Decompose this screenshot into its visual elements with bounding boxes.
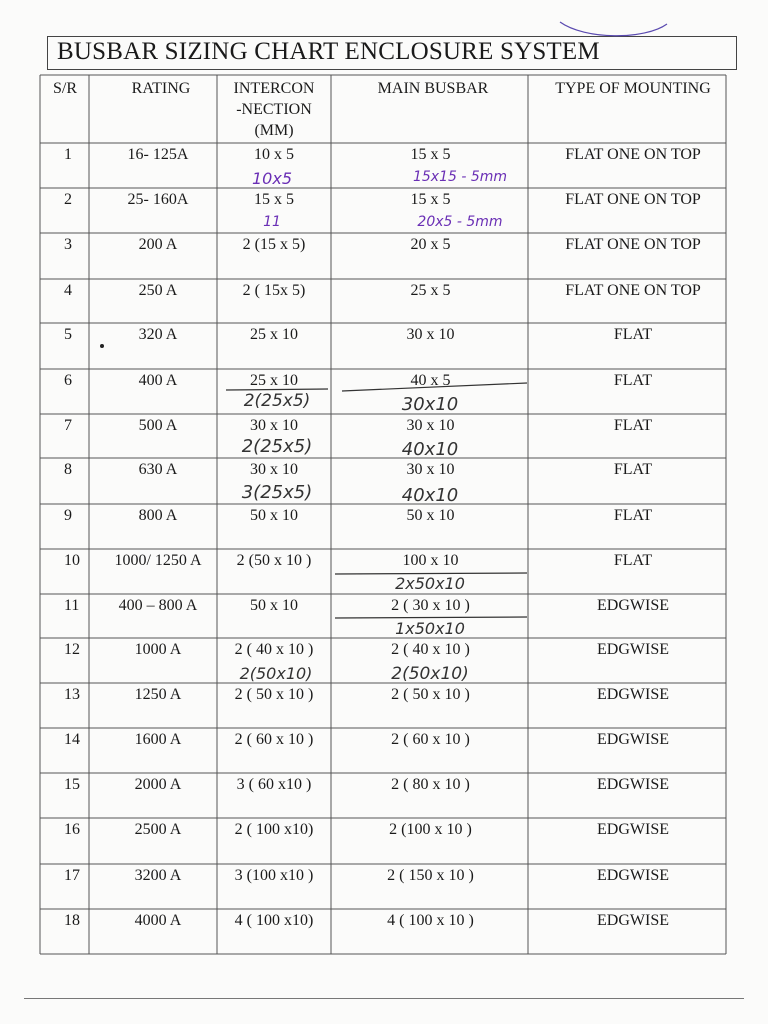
table-cell-inter: 3 (100 x10 ) [234, 867, 314, 884]
table-cell-rating: 4000 A [134, 912, 182, 929]
table-cell-mount: FLAT [613, 507, 653, 524]
table-cell-main: 20 x 5 [410, 236, 451, 253]
handwritten-note: 1x50x10 [395, 619, 465, 638]
table-cell-mount: EDGWISE [597, 912, 669, 929]
table-cell-mount: FLAT ONE ON TOP [565, 146, 701, 163]
table-cell-mount: FLAT ONE ON TOP [565, 282, 701, 299]
handwritten-note: 10x5 [251, 169, 292, 188]
table-cell-mount: EDGWISE [597, 641, 669, 658]
table-cell-rating: 400 – 800 A [118, 597, 198, 614]
table-cell-rating: 25- 160A [127, 191, 189, 208]
header-type-of-mounting: TYPE OF MOUNTING [555, 80, 711, 97]
table-cell-rating: 630 A [138, 461, 178, 478]
header-main-busbar: MAIN BUSBAR [377, 80, 489, 97]
handwritten-note: 40x10 [401, 439, 459, 460]
table-cell-rating: 320 A [138, 326, 178, 343]
table-cell-rating: 1250 A [134, 686, 182, 703]
table-cell-rating: 200 A [138, 236, 178, 253]
table-cell-main: 2 (100 x 10 ) [389, 821, 472, 838]
table-cell-rating: 400 A [138, 372, 178, 389]
table-cell-mount: FLAT [613, 372, 653, 389]
table-cell-mount: FLAT [613, 417, 653, 434]
table-cell-main: 2 ( 150 x 10 ) [387, 867, 474, 884]
table-cell-rating: 1600 A [134, 731, 182, 748]
table-cell-inter: 2 ( 15x 5) [242, 282, 306, 299]
header-interconnection-3: (MM) [254, 122, 294, 139]
table-cell-inter: 3 ( 60 x10 ) [236, 776, 312, 793]
table-cell-sr: 4 [64, 282, 72, 299]
table-cell-inter: 25 x 10 [250, 326, 298, 343]
table-cell-mount: FLAT [613, 461, 653, 478]
table-cell-sr: 1 [64, 146, 72, 163]
table-cell-inter: 30 x 10 [250, 461, 298, 478]
table-cell-main: 2 ( 80 x 10 ) [391, 776, 470, 793]
handwritten-note: 2x50x10 [395, 574, 465, 593]
dot-mark [99, 343, 105, 349]
header-sr: S/R [52, 80, 77, 97]
header-rating: RATING [131, 80, 191, 97]
table-cell-rating: 1000 A [134, 641, 182, 658]
table-cell-inter: 2 ( 100 x10) [234, 821, 314, 838]
table-cell-mount: EDGWISE [597, 867, 669, 884]
table-cell-sr: 3 [64, 236, 72, 253]
table-cell-mount: EDGWISE [597, 731, 669, 748]
table-cell-main: 15 x 5 [410, 146, 451, 163]
table-cell-inter: 2 (15 x 5) [242, 236, 306, 253]
page-title: BUSBAR SIZING CHART ENCLOSURE SYSTEM [57, 38, 600, 65]
handwritten-note: 2(25x5) [241, 436, 313, 457]
table-cell-inter: 15 x 5 [254, 191, 294, 208]
table-cell-rating: 2000 A [134, 776, 182, 793]
header-interconnection-2: -NECTION [236, 101, 312, 118]
table-cell-main: 30 x 10 [406, 417, 455, 434]
table-cell-sr: 11 [64, 597, 80, 614]
table-cell-inter: 2 (50 x 10 ) [236, 552, 312, 569]
table-cell-rating: 16- 125A [127, 146, 189, 163]
handwritten-note: 2(25x5) [243, 391, 311, 411]
table-cell-sr: 2 [64, 191, 72, 208]
pen-arc-mark [555, 18, 675, 42]
table-cell-inter: 10 x 5 [254, 146, 294, 163]
table-cell-mount: EDGWISE [597, 776, 669, 793]
table-cell-sr: 15 [64, 776, 80, 793]
handwritten-note: 2(50x10) [239, 664, 313, 683]
table-cell-rating: 500 A [138, 417, 178, 434]
table-cell-main: 2 ( 60 x 10 ) [391, 731, 470, 748]
table-cell-main: 15 x 5 [410, 191, 451, 208]
table-cell-mount: FLAT [613, 552, 653, 569]
table-cell-rating: 3200 A [134, 867, 182, 884]
bottom-rule [24, 998, 744, 999]
table-cell-inter: 4 ( 100 x10) [234, 912, 314, 929]
handwritten-note: 11 [263, 214, 281, 230]
table-cell-sr: 9 [64, 507, 72, 524]
header-interconnection-1: INTERCON [233, 80, 315, 97]
table-cell-inter: 50 x 10 [250, 507, 298, 524]
table-cell-rating: 800 A [138, 507, 178, 524]
table-cell-sr: 17 [64, 867, 80, 884]
table-cell-sr: 16 [64, 821, 80, 838]
table-cell-main: 2 ( 30 x 10 ) [391, 597, 470, 614]
table-cell-inter: 25 x 10 [250, 372, 298, 389]
table-cell-main: 40 x 5 [410, 372, 451, 389]
table-cell-mount: FLAT [613, 326, 653, 343]
table-cell-main: 100 x 10 [402, 552, 459, 569]
table-cell-mount: FLAT ONE ON TOP [565, 236, 701, 253]
table-cell-inter: 2 ( 60 x 10 ) [234, 731, 314, 748]
table-cell-main: 4 ( 100 x 10 ) [387, 912, 474, 929]
handwritten-note: 15x15 - 5mm [412, 169, 508, 185]
table-cell-sr: 18 [64, 912, 80, 929]
table-cell-sr: 5 [64, 326, 72, 343]
table-cell-sr: 7 [64, 417, 72, 434]
handwritten-note: 3(25x5) [241, 482, 313, 503]
table-cell-mount: EDGWISE [597, 821, 669, 838]
table-cell-sr: 14 [64, 731, 80, 748]
table-cell-inter: 30 x 10 [250, 417, 298, 434]
table-cell-main: 25 x 5 [410, 282, 451, 299]
handwritten-note: 40x10 [401, 485, 459, 506]
table-cell-mount: EDGWISE [597, 686, 669, 703]
table-cell-main: 2 ( 50 x 10 ) [391, 686, 470, 703]
table-cell-inter: 2 ( 40 x 10 ) [234, 641, 314, 658]
table-cell-rating: 1000/ 1250 A [114, 552, 202, 569]
table-cell-sr: 13 [64, 686, 80, 703]
table-cell-sr: 10 [64, 552, 80, 569]
table-cell-main: 30 x 10 [406, 326, 455, 343]
handwritten-note: 30x10 [401, 394, 459, 415]
table-cell-sr: 6 [64, 372, 72, 389]
handwritten-note: 20x5 - 5mm [417, 214, 503, 230]
table-cell-main: 30 x 10 [406, 461, 455, 478]
table-cell-mount: EDGWISE [597, 597, 669, 614]
table-cell-main: 2 ( 40 x 10 ) [391, 641, 470, 658]
table-cell-mount: FLAT ONE ON TOP [565, 191, 701, 208]
table-cell-rating: 250 A [138, 282, 178, 299]
table-cell-inter: 50 x 10 [250, 597, 298, 614]
handwritten-note: 2(50x10) [391, 664, 469, 684]
table-cell-sr: 8 [64, 461, 72, 478]
table-cell-rating: 2500 A [134, 821, 182, 838]
table-cell-inter: 2 ( 50 x 10 ) [234, 686, 314, 703]
table-cell-sr: 12 [64, 641, 80, 658]
table-cell-main: 50 x 10 [406, 507, 455, 524]
